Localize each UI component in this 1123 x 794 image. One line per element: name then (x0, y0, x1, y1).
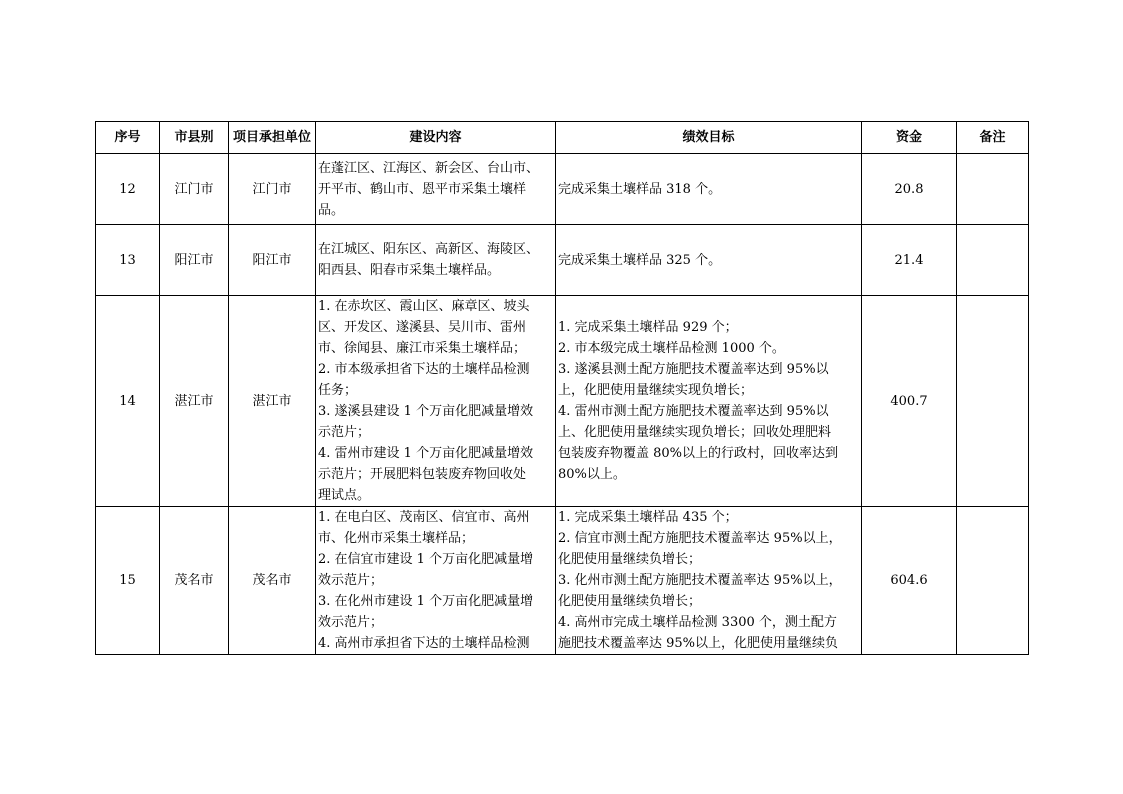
cell-city: 湛江市 (160, 296, 229, 507)
cell-fund: 604.6 (862, 507, 957, 655)
content-line: 效示范片； (318, 573, 384, 588)
goal-line: 3. 遂溪县测土配方施肥技术覆盖率达到 95%以 (558, 362, 829, 377)
cell-fund: 400.7 (862, 296, 957, 507)
content-line: 效示范片； (318, 615, 384, 630)
content-line: 市、徐闻县、廉江市采集土壤样品； (318, 341, 527, 356)
cell-goal (556, 225, 862, 296)
cell-fund: 21.4 (862, 225, 957, 296)
content-line: 开平市、鹤山市、恩平市采集土壤样 (318, 181, 527, 197)
content-line: 在蓬江区、江海区、新会区、台山市、 (318, 160, 540, 176)
cell-no: 12 (96, 154, 160, 225)
goal-line: 施肥技术覆盖率达 95%以上，化肥使用量继续负 (558, 636, 839, 651)
cell-no: 15 (96, 507, 160, 655)
content-line: 3. 在化州市建设 1 个万亩化肥减量增 (318, 594, 534, 609)
content-line: 4. 雷州市建设 1 个万亩化肥减量增效 (318, 446, 534, 461)
goal-line: 1. 完成采集土壤样品 929 个； (558, 320, 738, 335)
goal-line: 3. 化州市测土配方施肥技术覆盖率达 95%以上， (558, 573, 842, 588)
cell-goal (556, 296, 862, 507)
cell-fund: 20.8 (862, 154, 957, 225)
content-line: 品。 (318, 202, 345, 218)
cell-unit: 湛江市 (229, 296, 316, 507)
content-line: 任务； (318, 383, 358, 398)
content-line: 4. 高州市承担省下达的土壤样品检测 (318, 636, 530, 651)
table-row (96, 507, 1029, 655)
cell-no: 14 (96, 296, 160, 507)
header-row (96, 122, 1029, 154)
content-line: 1. 在赤坎区、霞山区、麻章区、坡头 (318, 299, 530, 314)
goal-line: 4. 雷州市测土配方施肥技术覆盖率达到 95%以 (558, 404, 829, 419)
header-goal: 绩效目标 (556, 122, 862, 154)
table-row (96, 225, 1029, 296)
content-line: 2. 在信宜市建设 1 个万亩化肥减量增 (318, 552, 534, 567)
header-city: 市县别 (160, 122, 229, 154)
goal-line: 上，化肥使用量继续实现负增长； (558, 383, 754, 398)
content-line: 1. 在电白区、茂南区、信宜市、高州 (318, 510, 530, 525)
cell-note (957, 507, 1029, 655)
content-line: 示范片；开展肥料包装废弃物回收处 (318, 467, 527, 482)
project-table (95, 121, 1029, 655)
header-content: 建设内容 (316, 122, 556, 154)
header-unit: 项目承担单位 (229, 122, 316, 154)
content-line: 阳西县、阳春市采集土壤样品。 (318, 263, 501, 278)
cell-note (957, 296, 1029, 507)
cell-city: 茂名市 (160, 507, 229, 655)
goal-line: 完成采集土壤样品 325 个。 (558, 252, 722, 268)
cell-note (957, 225, 1029, 296)
goal-line: 化肥使用量继续负增长； (558, 594, 702, 609)
cell-city: 江门市 (160, 154, 229, 225)
goal-line: 2. 市本级完成土壤样品检测 1000 个。 (558, 341, 785, 356)
goal-line: 80%以上。 (558, 467, 626, 482)
content-line: 示范片； (318, 425, 371, 440)
content-line: 在江城区、阳东区、高新区、海陵区、 (318, 242, 540, 257)
cell-unit: 茂名市 (229, 507, 316, 655)
goal-line: 4. 高州市完成土壤样品检测 3300 个，测土配方 (558, 615, 837, 630)
cell-content (316, 225, 556, 296)
goal-line: 1. 完成采集土壤样品 435 个； (558, 510, 738, 525)
content-line: 3. 遂溪县建设 1 个万亩化肥减量增效 (318, 404, 534, 419)
cell-unit: 阳江市 (229, 225, 316, 296)
cell-unit: 江门市 (229, 154, 316, 225)
header-fund: 资金 (862, 122, 957, 154)
header-note: 备注 (957, 122, 1029, 154)
goal-line: 完成采集土壤样品 318 个。 (558, 181, 722, 197)
cell-content (316, 154, 556, 225)
content-line: 市、化州市采集土壤样品； (318, 531, 475, 546)
goal-line: 包装废弃物覆盖 80%以上的行政村，回收率达到 (558, 446, 839, 461)
cell-goal (556, 154, 862, 225)
cell-content (316, 507, 556, 655)
cell-city: 阳江市 (160, 225, 229, 296)
cell-note (957, 154, 1029, 225)
header-no: 序号 (96, 122, 160, 154)
cell-no: 13 (96, 225, 160, 296)
content-line: 2. 市本级承担省下达的土壤样品检测 (318, 362, 530, 377)
cell-content (316, 296, 556, 507)
cell-goal (556, 507, 862, 655)
table-row (96, 154, 1029, 225)
content-line: 区、开发区、遂溪县、吴川市、雷州 (318, 320, 527, 335)
content-line: 理试点。 (318, 488, 371, 503)
goal-line: 化肥使用量继续负增长； (558, 552, 702, 567)
table-row (96, 296, 1029, 507)
goal-line: 2. 信宜市测土配方施肥技术覆盖率达 95%以上， (558, 531, 842, 546)
goal-line: 上、化肥使用量继续实现负增长；回收处理肥料 (558, 425, 832, 440)
